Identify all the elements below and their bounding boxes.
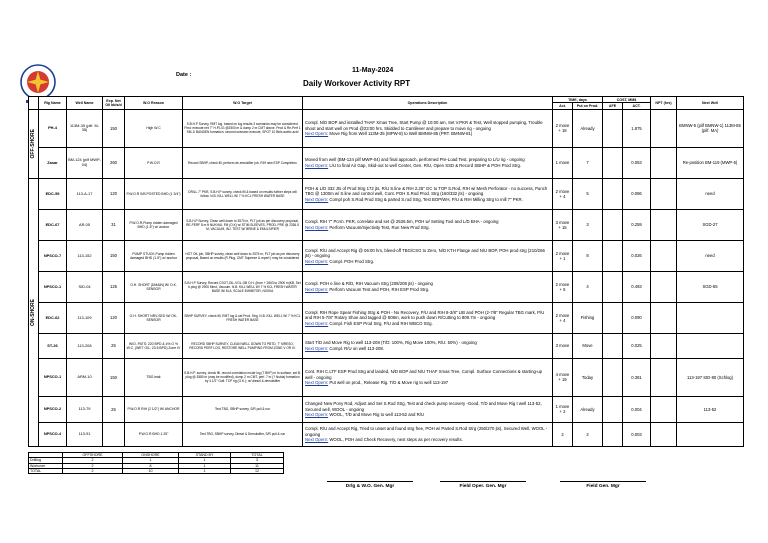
table-row — [29, 240, 744, 271]
put-on-prod: Today — [573, 358, 603, 396]
next-opern-label: Next Opern: — [305, 320, 329, 326]
operations-text: POH & L/D 332 Jts of Prod Strg 172 jts, R/U S.line & RIH 2.25" GC to TOP S.Rod, RIH w/ Mesh Perforator - no success, Punch TBG @ 1300m w/ S.line and control well, Cont. POH S.Rod Prod. Strg (160/332 jts) - ongoing — [305, 185, 548, 197]
next-well: 113-197 SID-80 (Schlog) — [677, 358, 744, 396]
cost-act: 0.090 — [623, 302, 651, 333]
wo-target: Test TBG, SBHP survey, S/R pull & run — [183, 396, 303, 422]
rig-name: NPSCO-7 — [39, 240, 67, 271]
col-rig-name: Rig Name — [39, 97, 67, 110]
npt-hrs — [651, 358, 677, 396]
col-operations: Operations Description — [303, 97, 553, 110]
npt-hrs — [651, 147, 677, 178]
cost-act: 0.259 — [623, 209, 651, 240]
col-put-on-prod: Put on Prod. — [573, 103, 603, 109]
table-row — [29, 422, 744, 446]
operations-text: Moved from well (BM-124 pilf MWP-04) and final approach, performed Pre-Load Test, preparing to L/U rig - ongoing — [305, 157, 525, 163]
col-time-act: Act. — [553, 103, 573, 109]
time-act: 3 move — [553, 333, 573, 358]
wo-reason: PUMP STUCK,Pump ridden damaged BHD (1.5") w/ anchor — [125, 240, 183, 271]
table-row — [29, 147, 744, 178]
operations-text: Compl. R/U and Accept Rig, Tried to unset and found strg free, POH w/ Parted S.Rod Strg (250/270 jts), Secured Well, WOOL - ongoing — [305, 426, 548, 437]
next-opern-text: Compl poh S.Rod Prod Strg & parted S.rod Strg, Test BOP/WH, P/U & RIH Milling Strg to mill 7" PKR. — [329, 196, 523, 202]
col-npt: NPT (hrs) — [651, 97, 677, 110]
next-opern-text: Perform Vacuum/Injectivity Test, Run New Prod Strg. — [329, 224, 430, 230]
summary-cell: 11 — [231, 463, 284, 468]
rig-name: NPSCO-1 — [39, 271, 67, 302]
next-well: SGD-55 — [677, 271, 744, 302]
next-well — [677, 333, 744, 358]
next-opern-text: Put well on prod., Release Rig. T/D & Move rig to well 113-197 — [329, 380, 449, 386]
rig-name: ST-26 — [39, 333, 67, 358]
col-time-days: TIME, days — [553, 97, 603, 103]
area-header — [29, 97, 39, 110]
wo-target: S.B.H.P. survey, check fill, record correlation mode log (7 BKP) m to surface, set B. plug @ 3580 m (may be modified), dump 2 m CMT, perf. 7 m (? Nubia) formation by 4 1/2" Gulf. TCP rig (O.K.); re/ diesel & demulsifier — [183, 358, 303, 396]
npt-hrs — [651, 209, 677, 240]
wo-target: S.B.H.P Survey, Record CSGT-OIL-VOL-GB O.H. (from + 2663 to 2900 m)KB, Set b.plug @ 2900 Mmd, Vacuum. N.B. KILL WELL W/ 7 % KCL FRESH WATER BASE W/ M.A. SCALE INHIBITOR, NO/KIA — [183, 271, 303, 302]
summary-cell: 1 — [179, 458, 231, 463]
npt-hrs — [651, 240, 677, 271]
operations-text: Cont. RIH C.LTF ESP Prod Strg and landed, N/D BOP and N/U THAF Xmas Tree, Compl. Surface Connections & starting-up well - ongoing — [305, 369, 543, 380]
wo-target: Record SBHP, check fill, perform de-emulsifier job, RIH new ESP Completion — [183, 147, 303, 178]
wo-target: DRILL 7" PKR, S.B.H.P survey, check fill & based on results further steps will follow. N.B. KILL WELL W/ 7 % KCL FRESH WATER BASE — [183, 178, 303, 209]
well-name: SID-04 — [67, 271, 103, 302]
area-label: ON-SHORE — [30, 298, 36, 326]
well-name: 113-A-17 — [67, 178, 103, 209]
cost-afe — [603, 109, 623, 147]
signature-field-oper-gen-mgr: Field Oper. Gen. Mgr — [440, 481, 526, 489]
area-offshore — [29, 109, 39, 178]
wo-reason: P.W.O.R S/B POSTED BHD (1 3/4") — [125, 178, 183, 209]
summary-row-label: Workover — [29, 463, 63, 468]
summary-cell: 8 — [123, 463, 179, 468]
col-cost: COST, MM$ — [603, 97, 651, 103]
summary-cell: 2 — [63, 468, 123, 473]
wo-reason: P.W.O.R,Pump ridden damaged BHD (1.5") w/ anchor — [125, 209, 183, 240]
next-opern-label: Next Opern: — [305, 131, 329, 137]
area-label: OFF-SHORE — [30, 129, 36, 159]
summary-cell: 10 — [123, 468, 179, 473]
time-act: 2 move + 1 — [553, 240, 573, 271]
wo-target: HOT OIL job, SBHP survey, clean well down to 2575 m, PLT job as per discovery proposal, Based on results (R.Plug, CMT Squeeze & reperf.) may be considered — [183, 240, 303, 271]
summary-row — [29, 468, 284, 473]
well-name: 113-152 — [67, 240, 103, 271]
col-afe: AFE — [603, 103, 623, 109]
exp-net-oil: 150 — [103, 358, 125, 396]
operations-text: Changed New Pony Rod, Adjust and Set S.Rod Strg, Test and check pump recovery -Good, T/D and Move Rig t well 113-52, Secured well, WOOL - ongoing — [305, 401, 542, 412]
summary-row-label: Drilling — [29, 458, 63, 463]
operations-text: Compl. R/U and Accept Rig @ 06:00 hrs, bleed-off TBG/CSG to Zero, N/D KTH Flange and N/U BOP, POH prod strg (210/266 jts) - ongoing — [305, 247, 545, 259]
report-date: 11-May-2024 — [352, 67, 394, 74]
cost-afe — [603, 209, 623, 240]
next-opern-text: Compl. POH Prod Strg. — [329, 258, 375, 264]
rig-name: EDC-67 — [39, 209, 67, 240]
cost-act: 0.053 — [623, 147, 651, 178]
next-well: SGD-27 — [677, 209, 744, 240]
rig-name: EDC-62 — [39, 302, 67, 333]
wo-target: SBHP SURVEY, check fill, RMT log & set Prod. Strg. N.B. KILL WELL W/ 7 % KCL FRESH WATER BASE — [183, 302, 303, 333]
operations-description — [303, 271, 553, 302]
exp-net-oil: 25 — [103, 396, 125, 422]
exp-net-oil: 25 — [103, 333, 125, 358]
report-title: Daily Workover Activity RPT — [303, 79, 411, 88]
table-row — [29, 302, 744, 333]
put-on-prod: 4 — [573, 271, 603, 302]
exp-net-oil: 260 — [103, 147, 125, 178]
summary-cell: 2 — [63, 458, 123, 463]
next-opern-label: Next Opern: — [305, 412, 329, 418]
next-well: 113-52 — [677, 396, 744, 422]
npt-hrs — [651, 422, 677, 446]
operations-description — [303, 209, 553, 240]
area-onshore — [29, 178, 39, 446]
time-act: 4 move + 19 — [553, 358, 573, 396]
summary-header-cell: OFFSHORE — [63, 453, 123, 458]
well-name: BM-124 (pilf MWP-04) — [67, 147, 103, 178]
operations-description — [303, 147, 553, 178]
summary-cell: 1 — [123, 458, 179, 463]
cost-afe — [603, 302, 623, 333]
operations-description — [303, 109, 553, 147]
time-act: 2 — [553, 422, 573, 446]
wo-target: Test TBG, SBHP survey, Diesel & Demulsifier, S/R pull & run — [183, 422, 303, 446]
col-well-name: Well Name — [67, 97, 103, 110]
rig-name: NPSCO-2 — [39, 396, 67, 422]
next-opern-label: Next Opern: — [305, 437, 329, 443]
signature-field-gen-mgr: Field Gen. Mgr — [560, 481, 646, 489]
table-row — [29, 358, 744, 396]
well-name: 113-79 — [67, 396, 103, 422]
table-row — [29, 109, 744, 147]
well-name: AR-05 — [67, 209, 103, 240]
next-opern-text: L/U to final Air Gap, Skid-out to well Center, Gen. R/U, Open SSD & Record SBHP & POH Prod Strg. — [329, 162, 522, 168]
wo-reason: O.H. SHORT (DMAIN) W/ O.K. SENSOR — [125, 271, 183, 302]
table-row — [29, 333, 744, 358]
rig-summary-table — [28, 452, 284, 474]
next-well: need — [677, 178, 744, 209]
put-on-prod: 3 — [573, 209, 603, 240]
cost-act: 0.026 — [623, 240, 651, 271]
rig-name: NPSCO-1 — [39, 358, 67, 396]
operations-description — [303, 240, 553, 271]
cost-act: 0.086 — [623, 178, 651, 209]
next-well — [677, 422, 744, 446]
well-name: 113-91 — [67, 422, 103, 446]
time-act: 2 move + 18 — [553, 109, 573, 147]
next-opern-label: Next Opern: — [305, 224, 329, 230]
operations-text: Compl. RIH Rope Spear Fishing Strg & POH - No Recovery, P/U and RIH 8-3/8" LIB and POH (2-7/8" Regular TBG mark, P/U and RIH 5-7/8" Rotary Shoe and tagged @ 808m, work to push down R/Cutting to 809.7m - ongoing — [305, 309, 545, 321]
next-opern-label: Next Opern: — [305, 380, 329, 386]
next-opern-label: Next Opern: — [305, 345, 329, 351]
summary-header-cell: ONSHORE — [123, 453, 179, 458]
npt-hrs — [651, 333, 677, 358]
exp-net-oil: 150 — [103, 109, 125, 147]
cost-afe — [603, 240, 623, 271]
wo-reason: P.W.O.R BHD 1.25" — [125, 422, 183, 446]
npt-hrs — [651, 271, 677, 302]
cost-afe — [603, 271, 623, 302]
put-on-prod: Already — [573, 396, 603, 422]
summary-row-label: TOTAL — [29, 468, 63, 473]
rig-name: NPSCO-4 — [39, 422, 67, 446]
operations-description — [303, 302, 553, 333]
summary-cell: 2 — [63, 463, 123, 468]
date-label: Date : — [176, 72, 192, 78]
npt-hrs — [651, 178, 677, 209]
signature-drlg-wo-gen-mgr: Drlg & W.O. Gen. Mgr — [327, 481, 413, 489]
next-opern-label: Next Opern: — [305, 258, 329, 264]
put-on-prod: 2 — [573, 422, 603, 446]
table-row — [29, 209, 744, 240]
operations-description — [303, 396, 553, 422]
npt-hrs — [651, 302, 677, 333]
put-on-prod: Fishing — [573, 302, 603, 333]
summary-cell: 3 — [231, 458, 284, 463]
rig-name: EDC-59 — [39, 178, 67, 209]
next-opern-label: Next Opern: — [305, 286, 329, 292]
next-well: Re-position BM-119 (MWP-5) — [677, 147, 744, 178]
next-opern-text: Move Rig from Well 113M-35 (MPW-8) to Well BMNW-85 (PRT. BMNW-81) — [329, 131, 473, 137]
exp-net-oil: 31 — [103, 209, 125, 240]
wo-reason: W/O, PATS: 220 BPD & 4% O % W.C, (WET OIL: 23.5 BPD) Zone IV — [125, 333, 183, 358]
well-name: 113M-35 (pilf. M-35) — [67, 109, 103, 147]
next-opern-text: Compl. Fish ESP Prod Strg, P/U and RIH WBCO Strg. — [329, 320, 433, 326]
col-exp-net-oil: Exp. Net Oil bbls/d — [103, 97, 125, 110]
well-name: 113-208 — [67, 333, 103, 358]
workover-table — [28, 96, 744, 447]
wo-reason: P.W.O.R — [125, 147, 183, 178]
time-act: 1 move — [553, 147, 573, 178]
next-opern-label: Next Opern: — [305, 162, 329, 168]
time-act: 1 move + 2 — [553, 396, 573, 422]
put-on-prod: 7 — [573, 147, 603, 178]
cost-act: 0.004 — [623, 396, 651, 422]
cost-afe — [603, 396, 623, 422]
rig-name: PH-4 — [39, 109, 67, 147]
operations-text: Compl. POH e.line & R/D, RIH Vacuum Strg (208/208 jts) - ongoing — [305, 281, 433, 287]
wo-target: RECORD SBHP SURVEY, CLEAN WELL DOWN TO PBTD, 7" MRESO, RECORD PERF LOG, RESTORE WELL PUMPING FROM ZONE V OR IV. — [183, 333, 303, 358]
wo-reason: TBG leak — [125, 358, 183, 396]
next-opern-text: WOOL, POH and Check Recovery, next steps as per recovery results. — [329, 437, 463, 443]
next-well — [677, 302, 744, 333]
put-on-prod: 5 — [573, 178, 603, 209]
next-opern-label: Next Opern: — [305, 196, 329, 202]
col-wo-reason: W.O Reason — [125, 97, 183, 110]
npt-hrs — [651, 109, 677, 147]
time-act: 2 move + 4 — [553, 302, 573, 333]
put-on-prod: Already — [573, 109, 603, 147]
exp-net-oil: 120 — [103, 302, 125, 333]
time-act: 3 move + 15 — [553, 209, 573, 240]
rig-name: Zasar — [39, 147, 67, 178]
col-next-well: Next Well — [677, 97, 744, 110]
cost-act: 0.493 — [623, 271, 651, 302]
cost-act: 0.003 — [623, 422, 651, 446]
well-name: ARM-10 — [67, 358, 103, 396]
table-row — [29, 271, 744, 302]
operations-description — [303, 178, 553, 209]
put-on-prod: 8 — [573, 240, 603, 271]
wo-target: S.B.H.P Survey, RMT log. based on log results 3 scenarios may be considered. First: execute net 7" H.P.L/G @2500 m & dump 2 m CMT above. Prod & Re-Perf 1 SM-1/ BANDEN formation, second scenario execute, SPOT 10 Bbls acetic acid — [183, 109, 303, 147]
exp-net-oil: 150 — [103, 240, 125, 271]
next-opern-text: WOOL, T/D and Move Rig to well 113-52 and R/U — [329, 412, 425, 418]
put-on-prod: Move — [573, 333, 603, 358]
next-opern-text: Perform Vacuum Test and POH, RIH ESP Prod Strg. — [329, 286, 430, 292]
operations-text: Start T/D and Move Rig to well 113-208 (T/D: 100%, Rig Move 100%, R/U: 50%) - ongoing — [305, 340, 477, 346]
wo-reason: P.W.O.R RIH (2 1/2") W/ ANCHOR — [125, 396, 183, 422]
next-well: need — [677, 240, 744, 271]
cost-afe — [603, 422, 623, 446]
operations-description — [303, 358, 553, 396]
operations-text: Compl. RIH 7" Pcrm. PKR, correlate and set @ 2536.5m, POH w/ Setting Tool and L/D BHA - ongoing — [305, 219, 499, 225]
wo-target: S.B.H.P Survey, Clean well down to 3570 m, PLT job as per discovery proposal, RE-PERF 8 m ft NUKHUL FM (O.K) w/ STIM SLEEVES, PROD. PRE @ 2336.5 M, VACUUM, INJ. TEST W/ BRINE & EMULSIFIER — [183, 209, 303, 240]
cost-act: 0.025 — [623, 333, 651, 358]
col-wo-target: W.O Target — [183, 97, 303, 110]
cost-act: 1.875 — [623, 109, 651, 147]
operations-text: Compl. N/D BOP and installed THAF Xmas Tree, Start Pump @ 10:00 am, Set V.PKR & Test, Well stopped pumping, Trouble shoot and start well on Prod @23:00 hrs, Skidded to Cantilever and prepare to move rig - ongoing — [305, 120, 543, 131]
table-row — [29, 178, 744, 209]
summary-cell: 1 — [179, 468, 231, 473]
table-row — [29, 396, 744, 422]
next-opern-text: Compl. R/U on well 113-208. — [329, 345, 384, 351]
summary-header-cell: TOTAL — [231, 453, 284, 458]
cost-act: 0.381 — [623, 358, 651, 396]
exp-net-oil: 125 — [103, 271, 125, 302]
exp-net-oil: 120 — [103, 178, 125, 209]
col-cost-act: ACT. — [623, 103, 651, 109]
cost-afe — [603, 178, 623, 209]
summary-header-cell: STAND BY — [179, 453, 231, 458]
operations-description — [303, 333, 553, 358]
cost-afe — [603, 147, 623, 178]
cost-afe — [603, 358, 623, 396]
summary-cell: 1 — [179, 463, 231, 468]
wo-reason: O.H. SHORT NRV-SED W/ OK- SENSOR — [125, 302, 183, 333]
npt-hrs — [651, 396, 677, 422]
time-act: 2 move + 5 — [553, 271, 573, 302]
summary-cell: 12 — [231, 468, 284, 473]
time-act: 2 move + 4 — [553, 178, 573, 209]
well-name: 113-109 — [67, 302, 103, 333]
cost-afe — [603, 333, 623, 358]
exp-net-oil — [103, 422, 125, 446]
wo-reason: High W.C — [125, 109, 183, 147]
operations-description — [303, 422, 553, 446]
next-well: BMNW-5 (pilf BMNW-1) 113M-85 (pilf. MA) — [677, 109, 744, 147]
